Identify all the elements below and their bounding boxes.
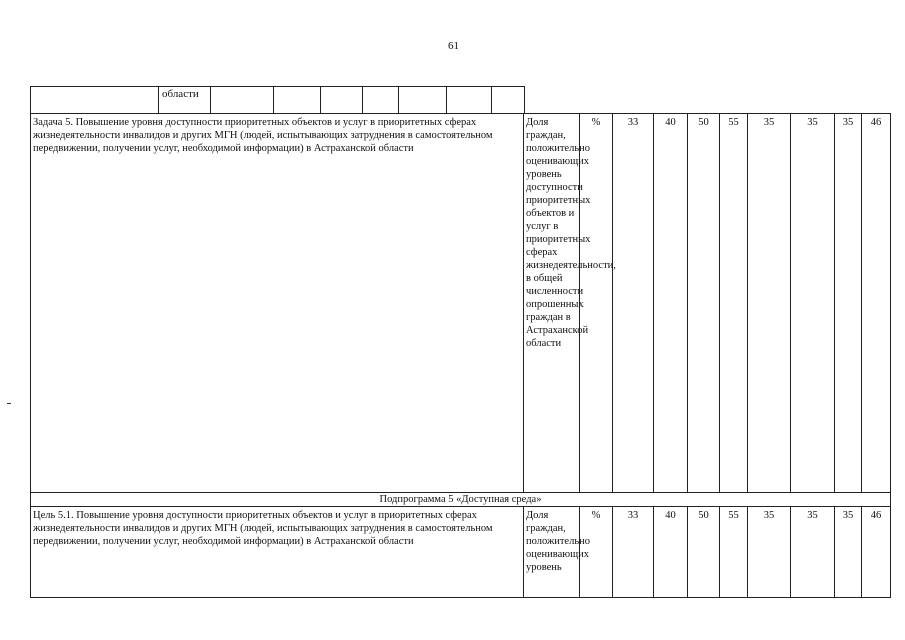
table-continuation-row — [30, 86, 891, 114]
goal51-value: 35 — [791, 507, 835, 598]
task5-value: 55 — [720, 114, 748, 493]
task5-unit: % — [580, 114, 613, 493]
goal51-value: 46 — [862, 507, 891, 598]
task5-value: 35 — [791, 114, 835, 493]
goal51-unit: % — [580, 507, 613, 598]
goal51-value: 33 — [613, 507, 654, 598]
task5-value: 46 — [862, 114, 891, 493]
task5-value: 40 — [654, 114, 688, 493]
task5-value: 50 — [688, 114, 720, 493]
table-cell — [399, 87, 447, 114]
table-cell — [363, 87, 399, 114]
table-cell — [492, 87, 525, 114]
table-cell-oblasti: области — [159, 87, 211, 114]
goal51-value: 35 — [835, 507, 862, 598]
indicators-table — [30, 113, 891, 598]
table-row-task5 — [31, 114, 891, 493]
goal51-value: 50 — [688, 507, 720, 598]
task5-value: 35 — [748, 114, 791, 493]
subprogram-title: Подпрограмма 5 «Доступная среда» — [31, 493, 891, 507]
table-cell — [321, 87, 363, 114]
table-row-subprogram — [31, 493, 891, 507]
goal51-indicator: Доля граждан, положительно оценивающих уровень — [524, 507, 580, 598]
table-cell — [447, 87, 492, 114]
goal51-value: 40 — [654, 507, 688, 598]
task5-description: Задача 5. Повышение уровня доступности приоритетных объектов и услуг в приоритетных сферах жизнедеятельности инвалидов и других МГН (людей, испытывающих затруднения в самостоятельном передвижении, получении услуг, необходимой информации) в Астраханской области — [31, 114, 524, 493]
table-cell — [211, 87, 274, 114]
task5-value: 35 — [835, 114, 862, 493]
table-cell-empty — [525, 87, 891, 114]
table-cell — [31, 87, 159, 114]
task5-indicator: Доля граждан, положительно оценивающих уровень доступности приоритетных объектов и услуг в приоритетных сферах жизнедеятельности, в общей численности опрошенных граждан в Астраханской области — [524, 114, 580, 493]
page-number: 61 — [448, 40, 459, 52]
goal51-value: 35 — [748, 507, 791, 598]
task5-value: 33 — [613, 114, 654, 493]
table-cell — [274, 87, 321, 114]
goal51-value: 55 — [720, 507, 748, 598]
scan-mark — [7, 403, 11, 404]
table-row-goal51 — [31, 507, 891, 598]
goal51-description: Цель 5.1. Повышение уровня доступности приоритетных объектов и услуг в приоритетных сферах жизнедеятельности инвалидов и других МГН (людей, испытывающих затруднения в самостоятельном передвижении, получении услуг, необходимой информации) в Астраханской области — [31, 507, 524, 598]
